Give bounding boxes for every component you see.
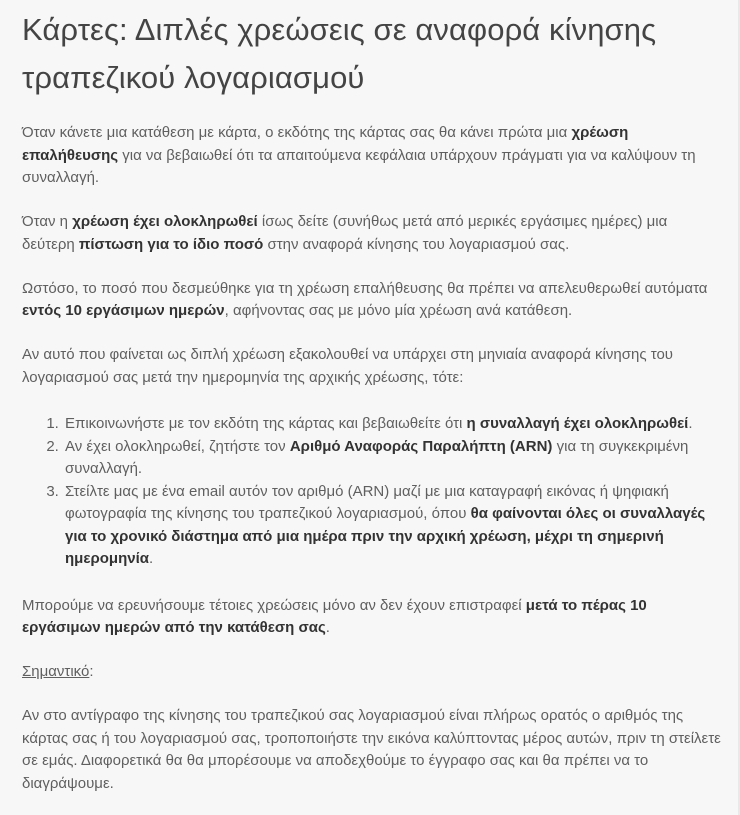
investigation-paragraph — [22, 595, 724, 640]
text-span: για τη συγκεκριμένη συναλλαγή. — [65, 437, 689, 477]
bold-text: χρέωση επαλήθευσης — [22, 124, 629, 164]
text-span: για να βεβαιωθεί ότι τα απαιτούμενα κεφάλαια υπάρχουν πράγματι για να καλύψουν τη συναλλαγή. — [22, 146, 696, 186]
important-colon: : — [89, 663, 94, 680]
step-item — [63, 413, 724, 436]
bold-text: εντός 10 εργάσιμων ημερών — [22, 302, 225, 319]
text-span: . — [325, 619, 330, 636]
steps-list — [22, 413, 724, 571]
text-span: Μπορούμε να ερευνήσουμε τέτοιες χρεώσεις μόνο αν δεν έχουν επιστραφεί — [22, 596, 526, 614]
bold-text: χρέωση έχει ολοκληρωθεί — [72, 213, 258, 230]
release-paragraph — [22, 278, 724, 323]
text-span: στην αναφορά κίνησης του λογαριασμού σας. — [263, 235, 570, 253]
important-label: Σημαντικό — [22, 663, 90, 680]
bold-text: μετά το πέρας 10 εργάσιμων ημερών από την κατάθεση σας — [22, 596, 647, 636]
important-heading — [22, 661, 724, 684]
text-span: Ωστόσο, το ποσό που δεσμεύθηκε για τη χρέωση επαλήθευσης θα πρέπει να απελευθερωθεί αυτόματα — [22, 279, 708, 297]
step-item — [63, 481, 724, 571]
article-title: Κάρτες: Διπλές χρεώσεις σε αναφορά κίνησης τραπεζικού λογαριασμού — [22, 12, 657, 95]
text-span: ίσως δείτε (συνήθως μετά από μερικές εργάσιμες ημέρες) μια δεύτερη — [22, 213, 668, 253]
text-span: Όταν η — [22, 213, 73, 230]
double-charge-paragraph: Αν αυτό που φαίνεται ως διπλή χρέωση εξακολουθεί να υπάρχει στη μηνιαία αναφορά κίνησης του λογαριασμού σας μετά την ημερομηνία της αρχικής χρέωσης, τότε: — [22, 346, 673, 386]
completion-paragraph — [22, 211, 724, 256]
text-span: . — [688, 415, 693, 432]
text-span: , αφήνοντας σας με μόνο μία χρέωση ανά κατάθεση. — [224, 302, 573, 319]
text-span: Αν έχει ολοκληρωθεί, ζητήστε τον — [65, 437, 290, 455]
step-item — [63, 436, 724, 481]
text-span: . — [148, 550, 154, 567]
text-span: Όταν κάνετε μια κατάθεση με κάρτα, ο εκδότης της κάρτας σας θα κάνει πρώτα μια — [22, 124, 572, 141]
intro-paragraph — [22, 122, 724, 190]
bold-text: Αριθμό Αναφοράς Παραλήπτη (ARN) — [289, 437, 553, 455]
important-paragraph: Αν στο αντίγραφο της κίνησης του τραπεζικού σας λογαριασμού είναι πλήρως ορατός ο αριθμός της κάρτας σας ή του λογαριασμού σας, τροποποιήστε την εικόνα καλύπτοντας μέρος αυτών, πριν τη στείλετε σε εμάς. Διαφορετικά θα θα μπορέσουμε να αποδεχθούμε το έγγραφο σας και θα πρέπει να το διαγράψουμε. — [22, 707, 721, 792]
text-span: Επικοινωνήστε με τον εκδότη της κάρτας και βεβαιωθείτε ότι — [65, 415, 467, 432]
text-span: Στείλτε μας με ένα email αυτόν τον αριθμό (ARN) μαζί με μια καταγραφή εικόνας ή ψηφιακή φωτογραφία της κίνησης του τραπεζικού λογαριασμού, όπου — [65, 482, 669, 522]
bold-text: πίστωση για το ίδιο ποσό — [78, 235, 264, 253]
bold-text: η συναλλαγή έχει ολοκληρωθεί — [466, 415, 689, 432]
bold-text: θα φαίνονται όλες οι συναλλαγές για το χρονικό διάστημα από μια ημέρα πριν την αρχική χρέωση, μέχρι τη σημερινή ημερομηνία — [65, 505, 706, 567]
